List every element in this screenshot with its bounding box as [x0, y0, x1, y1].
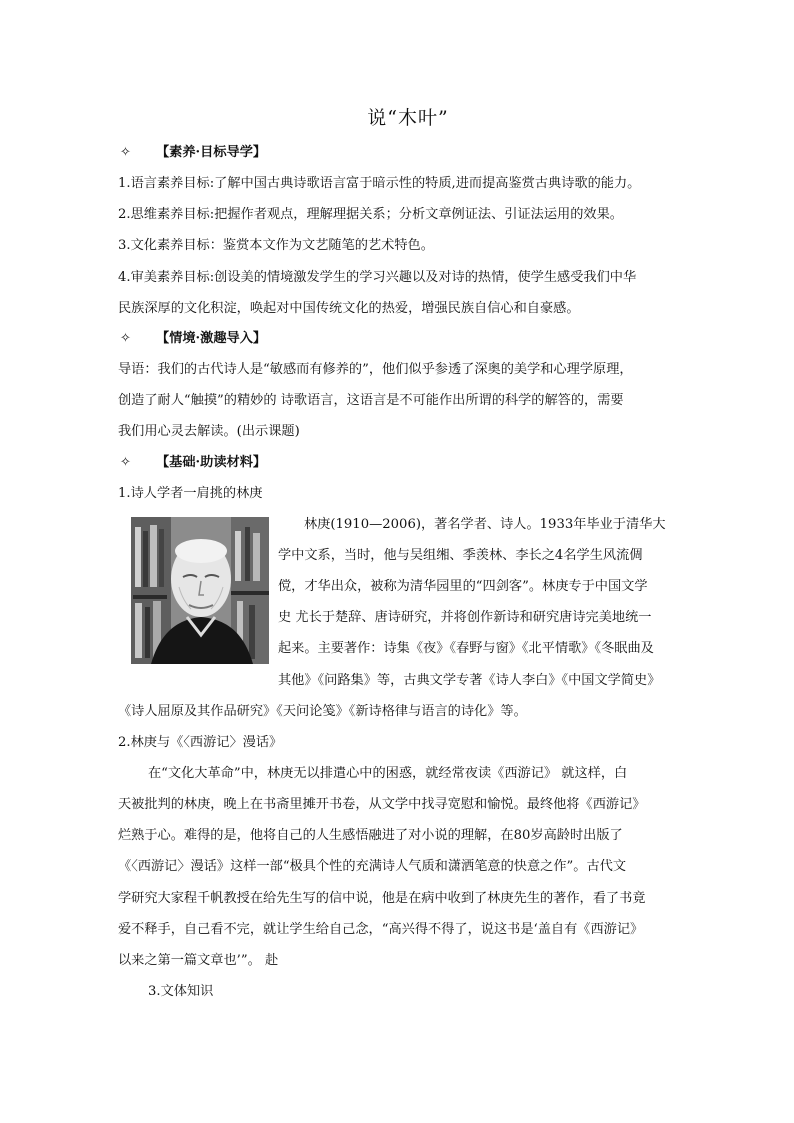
- bio-line: 学中文系，当时，他与吴组缃、季羡林、李长之4名学生风流倜: [278, 547, 643, 563]
- goal-item: 4.审美素养目标:创设美的情境激发学生的学习兴趣以及对诗的热情，使学生感受我们中华: [118, 269, 637, 285]
- section-header-materials: ✧ 【基础·助读材料】: [118, 448, 698, 478]
- section-header-goals: ✧ 【素养·目标导学】: [118, 138, 698, 168]
- intro-line: 创造了耐人“触摸”的精妙的 诗歌语言，这语言是不可能作出所谓的科学的解答的，需要: [118, 393, 624, 409]
- bio-line: 史 尤长于楚辞、唐诗研究，并将创作新诗和研究唐诗完美地统一: [278, 610, 652, 626]
- bio-line: 其他》《问路集》等，古典文学专著《诗人李白》《中国文学简史》: [278, 672, 661, 688]
- bio-line: 《诗人屈原及其作品研究》《天问论笺》《新诗格律与语言的诗化》等。: [118, 703, 527, 719]
- goal-item: 民族深厚的文化积淀，唤起对中国传统文化的热爱，增强民族自信心和自豪感。: [118, 300, 580, 316]
- goal-item: 2.思维素养目标:把握作者观点，理解理据关系；分析文章例证法、引证法运用的效果。: [118, 207, 623, 223]
- bio-block: [118, 509, 698, 727]
- document-page: [118, 100, 698, 1007]
- story-line: 在“文化大革命”中，林庚无以排遣心中的困惑，就经常夜读《西游记》 就这样，白: [148, 765, 628, 781]
- subheading-genre: 3.文体知识: [148, 984, 214, 1000]
- goal-item: 1.语言素养目标:了解中国古典诗歌语言富于暗示性的特质,进而提高鉴赏古典诗歌的能力。: [118, 176, 641, 191]
- portrait-photo: [131, 517, 269, 664]
- story-line: 《〈西游记〉漫话》这样一部“极具个性的充满诗人气质和潇洒笔意的快意之作”。古代文: [118, 859, 627, 875]
- intro-line: 导语：我们的古代诗人是“敏感而有修养的”，他们似乎参透了深奥的美学和心理学原理，: [118, 361, 633, 377]
- intro-line: 我们用心灵去解读。(出示课题): [118, 424, 300, 440]
- bio-line: 傥，才华出众，被称为清华园里的“四剑客”。林庚专于中国文学: [278, 579, 648, 595]
- diamond-star-icon: ✧: [120, 454, 132, 470]
- page-title: 说“木叶”: [367, 107, 449, 129]
- story-line: 天被批判的林庚，晚上在书斋里摊开书卷，从文学中找寻宽慰和愉悦。最终他将《西游记》: [118, 797, 646, 813]
- goal-item: 3.文化素养目标：鉴赏本文作为文艺随笔的艺术特色。: [118, 238, 434, 254]
- bio-text: [278, 509, 698, 665]
- diamond-star-icon: ✧: [120, 330, 132, 346]
- story-line: 烂熟于心。难得的是，他将自己的人生感悟融进了对小说的理解，在80岁高龄时出版了: [118, 828, 623, 844]
- subheading-journey-west: 2.林庚与《〈西游记〉漫话》: [118, 734, 283, 750]
- diamond-star-icon: ✧: [120, 145, 132, 160]
- bio-line: 起来。主要著作：诗集《夜》《春野与窗》《北平情歌》《冬眠曲及: [278, 641, 654, 657]
- story-line: 学研究大家程千帆教授在给先生写的信中说，他是在病中收到了林庚先生的著作，看了书竟: [118, 890, 646, 906]
- story-line: 爱不释手，自己看不完，就让学生给自己念，“高兴得不得了，说这书是‘盖自有《西游记》: [118, 921, 644, 937]
- bio-line: 林庚(1910—2006)，著名学者、诗人。1933年毕业于清华大: [304, 516, 666, 532]
- story-line: 以来之第一篇文章也’”。 赴: [118, 953, 279, 968]
- section-header-intro: ✧ 【情境·激趣导入】: [118, 324, 698, 354]
- subheading-lin-geng: 1.诗人学者一肩挑的林庚: [118, 485, 263, 501]
